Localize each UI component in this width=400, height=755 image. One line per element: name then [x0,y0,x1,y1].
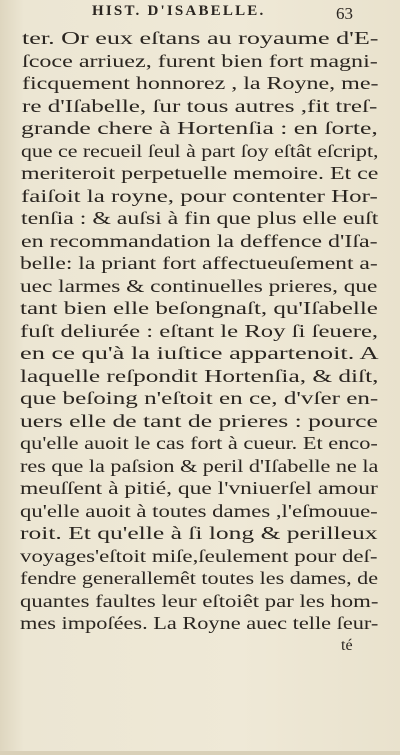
text-line: res que la paſsion & peril d'Iſabelle ne la [20,455,379,476]
text-line: grande chere à Hortenſia : en ſorte, [21,118,378,138]
text-line: meuſſent à pitié, que l'vniuerſel amour [20,478,378,498]
text-line: uers elle de tant de prieres : pource [20,410,378,431]
text-line: fendre generallemêt toutes les dames, de [20,568,378,588]
page-number: 63 [336,4,353,23]
running-head: HIST. D'ISABELLE. [92,3,266,19]
text-line: que beſoing n'eſtoit en ce, d'vſer en- [20,388,379,408]
text-line: laquelle reſpondit Hortenſia, & diſt, [20,365,379,386]
text-line: ficquement honnorez , la Royne, me- [22,73,379,93]
text-line: ſcoce arriuez, furent bien fort magni- [22,50,378,71]
text-line: uec larmes & continuelles prieres, que [20,275,378,296]
catchword: té [341,637,353,654]
text-line: belle: la priant fort affectueuſement a- [20,253,378,273]
text-line: voyages'eſtoit miſe,ſeulement pour deſ- [20,545,378,566]
text-line: roit. Et qu'elle à ſi long & perilleux [20,523,378,543]
text-line: quantes faultes leur eſtoiêt par les hom- [20,590,379,611]
text-line: mes impoſées. La Royne auec telle ſeur- [20,613,379,633]
text-line: tant bien elle beſongnaſt, qu'Iſabelle [20,298,378,318]
text-line: ter. Or eux eſtans au royaume d'E- [22,28,379,48]
text-line: que ce recueil ſeul à part ſoy eſtât eſcript, [21,140,379,161]
text-line: meriteroit perpetuelle memoire. Et ce [21,163,379,183]
page-header [0,3,400,25]
text-line: faiſoit la royne, pour contenter Hor- [21,185,378,206]
text-line: en ce qu'à la iuſtice appartenoit. A [20,343,379,363]
page-bottom-edge [0,751,400,755]
text-line: en recommandation la deffence d'Iſa- [21,230,378,251]
text-line: qu'elle auoit le cas fort à cueur. Et enco- [20,433,378,453]
text-line: fuſt deliurée : eſtant le Roy ſi ſeuere, [20,320,379,341]
text-line: qu'elle auoit à toutes dames ,l'eſmouue- [20,500,378,521]
text-line: tenſia : & auſsi à fin que plus elle euſt [21,208,379,228]
text-line: re d'Iſabelle, ſur tous autres ,fit treſ- [22,95,378,116]
